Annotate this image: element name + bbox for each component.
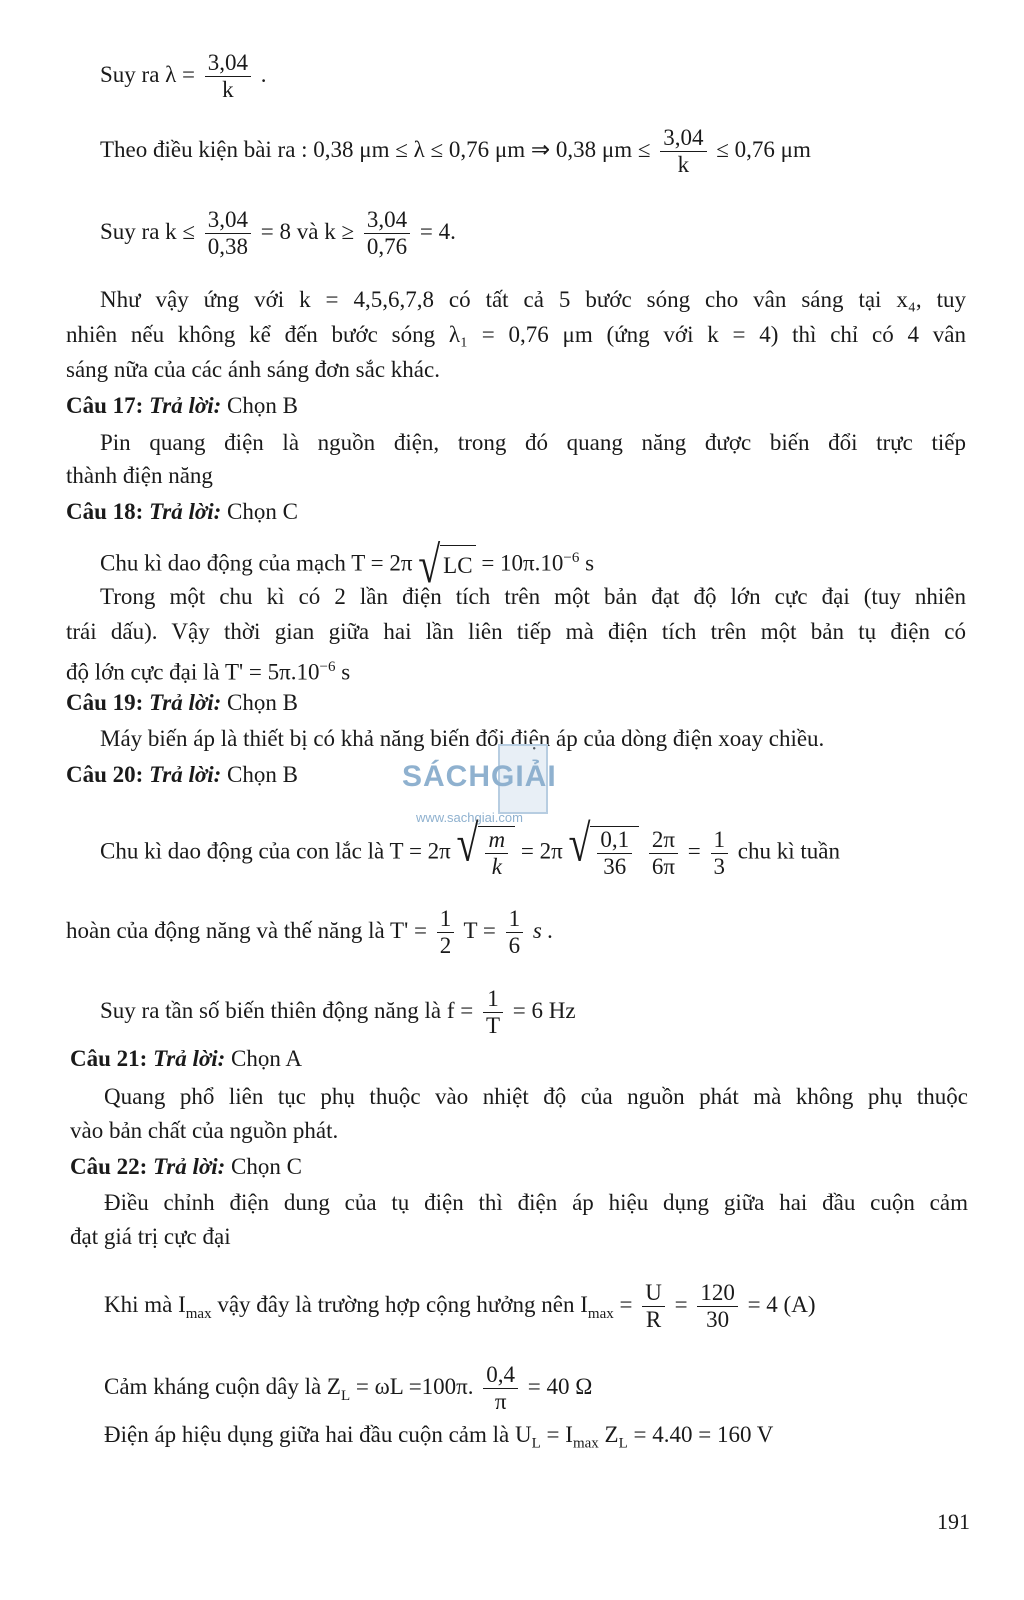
text: = 4.40 = 160 V — [633, 1422, 774, 1447]
text: = 2π — [520, 838, 563, 864]
text: s . — [532, 918, 554, 944]
question-number: Câu 18: — [66, 499, 144, 524]
question-number: Câu 21: — [70, 1046, 148, 1071]
text: Điện áp hiệu dụng giữa hai đầu cuộn cảm là U — [104, 1422, 532, 1447]
paragraph-line: Như vậy ứng với k = 4,5,6,7,8 có tất cả 5 bước sóng cho vân sáng tại x₄, tuy — [100, 287, 966, 312]
fraction — [506, 906, 524, 960]
fraction — [205, 50, 251, 104]
question-number: Câu 20: — [66, 762, 144, 787]
numerator: 1 — [483, 986, 503, 1013]
answer-choice: Chọn B — [227, 393, 298, 418]
question-heading — [66, 391, 298, 421]
paragraph-line: Điều chỉnh điện dung của tụ điện thì điện áp hiệu dụng giữa hai đầu cuộn cảm — [104, 1190, 968, 1215]
fraction — [649, 827, 678, 881]
square-root: √ LC — [418, 545, 475, 585]
subscript: max — [185, 1305, 212, 1322]
unit: s — [341, 659, 351, 685]
text: Cảm kháng cuộn dây là Z — [104, 1374, 341, 1400]
denominator: 2 — [439, 933, 452, 959]
text: Z — [604, 1422, 619, 1447]
page-number: 191 — [937, 1509, 970, 1534]
fraction — [483, 986, 503, 1040]
fraction — [697, 1280, 738, 1334]
text: Theo điều kiện bài ra : 0,38 μm ≤ λ ≤ 0,76 μm ⇒ 0,38 μm ≤ — [100, 137, 651, 163]
numerator: 3,04 — [205, 207, 251, 234]
formula-current — [104, 1280, 815, 1334]
numerator: m — [485, 827, 508, 854]
text: = 10π.10 — [481, 550, 564, 576]
paragraph-line: sáng nữa của các ánh sáng đơn sắc khác. — [66, 357, 440, 382]
fraction — [437, 906, 455, 960]
answer-choice: Chọn B — [227, 762, 298, 787]
denominator: T — [485, 1013, 501, 1039]
square-root: √ $\frac{0,1}{36}$ — [568, 826, 639, 881]
numerator: 3,04 — [205, 50, 251, 77]
denominator: 30 — [706, 1307, 730, 1333]
denominator: k — [222, 77, 234, 103]
paragraph-line — [66, 652, 350, 688]
numerator: 3,04 — [660, 125, 706, 152]
text: = 4. — [419, 219, 456, 245]
fraction — [483, 1362, 518, 1416]
numerator: 0,4 — [483, 1362, 518, 1389]
text: T = — [463, 918, 496, 944]
answer-choice: Chọn C — [227, 499, 298, 524]
answer-label: Trả lời: — [149, 690, 222, 715]
watermark-url: www.sachgiai.com — [416, 810, 523, 825]
fraction — [364, 207, 410, 261]
text: = ωL =100π. — [355, 1374, 474, 1400]
denominator: k — [491, 854, 502, 880]
subscript: max — [572, 1435, 599, 1452]
exponent: −6 — [563, 550, 580, 566]
answer-label: Trả lời: — [149, 393, 222, 418]
text: = 40 Ω — [527, 1374, 593, 1400]
subscript: L — [618, 1435, 628, 1452]
unit: s — [585, 550, 595, 576]
text: = I — [546, 1422, 573, 1447]
answer-label: Trả lời: — [153, 1046, 226, 1071]
text: Suy ra tần số biến thiên động năng là f = — [100, 998, 474, 1024]
fraction — [711, 827, 729, 881]
numerator: 0,1 — [597, 827, 632, 854]
numerator: 1 — [711, 827, 729, 854]
formula-inductive-reactance — [104, 1362, 592, 1416]
paragraph-line: Pin quang điện là nguồn điện, trong đó quang năng được biến đổi trực tiếp — [100, 430, 966, 455]
answer-choice: Chọn B — [227, 690, 298, 715]
text: Khi mà I — [104, 1292, 186, 1318]
text: = 4 (A) — [747, 1292, 816, 1318]
denominator: 36 — [603, 854, 627, 880]
exponent: −6 — [319, 659, 336, 675]
text: vậy đây là trường hợp cộng hưởng nên I — [217, 1292, 588, 1318]
denominator: R — [645, 1307, 662, 1333]
formula-k-range — [100, 207, 456, 261]
subscript: L — [340, 1387, 351, 1404]
question-heading — [70, 1152, 302, 1182]
watermark-brand: SÁCHGIẢI — [402, 760, 557, 793]
formula-condition — [100, 125, 811, 179]
question-heading — [70, 1044, 302, 1074]
text: Chu kì dao động của mạch T = 2π — [100, 550, 413, 576]
denominator: 0,76 — [366, 234, 408, 260]
text: = — [619, 1292, 633, 1318]
paragraph-line: Trong một chu kì có 2 lần điện tích trên một bản đạt độ lớn cực đại (tuy nhiên — [100, 584, 966, 609]
paragraph-line: vào bản chất của nguồn phát. — [70, 1118, 339, 1143]
paragraph-line: Quang phổ liên tục phụ thuộc vào nhiệt độ của nguồn phát mà không phụ thuộc — [104, 1084, 968, 1109]
text: Suy ra k ≤ — [100, 219, 196, 245]
answer-choice: Chọn A — [231, 1046, 302, 1071]
denominator: 3 — [713, 853, 726, 879]
question-heading — [66, 760, 298, 790]
numerator: 1 — [437, 906, 455, 933]
formula-frequency — [100, 986, 576, 1040]
question-number: Câu 19: — [66, 690, 144, 715]
denominator: 6π — [651, 853, 676, 879]
square-root: √ $\frac{m}{k}$ — [457, 826, 516, 881]
numerator: 1 — [506, 906, 524, 933]
fraction — [205, 207, 251, 261]
paragraph-line: đạt giá trị cực đại — [70, 1224, 231, 1249]
paragraph-line: Máy biến áp là thiết bị có khả năng biến đổi điện áp của dòng điện xoay chiều. — [100, 726, 825, 751]
text: độ lớn cực đại là T' = 5π.10 — [66, 659, 320, 685]
text: = — [687, 838, 701, 864]
fraction — [597, 827, 632, 881]
radicand: LC — [440, 545, 475, 585]
denominator: k — [677, 152, 690, 178]
question-number: Câu 22: — [70, 1154, 148, 1179]
text: ≤ 0,76 μm — [716, 137, 811, 163]
answer-choice: Chọn C — [231, 1154, 302, 1179]
fraction — [642, 1280, 665, 1334]
text: = — [674, 1292, 688, 1318]
denominator: 0,38 — [207, 234, 249, 260]
formula-period-lc — [100, 535, 595, 594]
text: = 8 và k ≥ — [260, 219, 355, 245]
question-number: Câu 17: — [66, 393, 144, 418]
text: hoàn của động năng và thế năng là T' = — [66, 918, 427, 944]
question-heading — [66, 688, 298, 718]
text: Suy ra λ = — [100, 62, 196, 88]
answer-label: Trả lời: — [149, 762, 222, 787]
answer-label: Trả lời: — [153, 1154, 226, 1179]
numerator: U — [642, 1280, 665, 1307]
subscript: max — [587, 1305, 614, 1322]
denominator: 6 — [508, 933, 521, 959]
denominator: π — [494, 1389, 507, 1415]
paragraph-line: trái dấu). Vậy thời gian giữa hai lần liên tiếp mà điện tích trên một bản tụ điện có — [66, 619, 966, 644]
formula-lambda — [100, 50, 267, 104]
paragraph-line: thành điện năng — [66, 463, 213, 488]
formula-energy-period — [66, 906, 553, 960]
subscript: L — [531, 1435, 541, 1452]
numerator: 2π — [649, 827, 678, 854]
formula-voltage — [104, 1420, 773, 1459]
answer-label: Trả lời: — [149, 499, 222, 524]
fraction — [485, 827, 508, 881]
text: chu kì tuần — [737, 838, 840, 864]
text: . — [260, 62, 267, 88]
numerator: 3,04 — [364, 207, 410, 234]
text: Chu kì dao động của con lắc là T = 2π — [100, 838, 451, 864]
paragraph-line: nhiên nếu không kể đến bước sóng λ₁ = 0,76 μm (ứng với k = 4) thì chỉ có 4 vân — [66, 322, 966, 347]
question-heading — [66, 497, 298, 527]
fraction — [660, 125, 706, 179]
numerator: 120 — [697, 1280, 738, 1307]
text: = 6 Hz — [512, 998, 576, 1024]
